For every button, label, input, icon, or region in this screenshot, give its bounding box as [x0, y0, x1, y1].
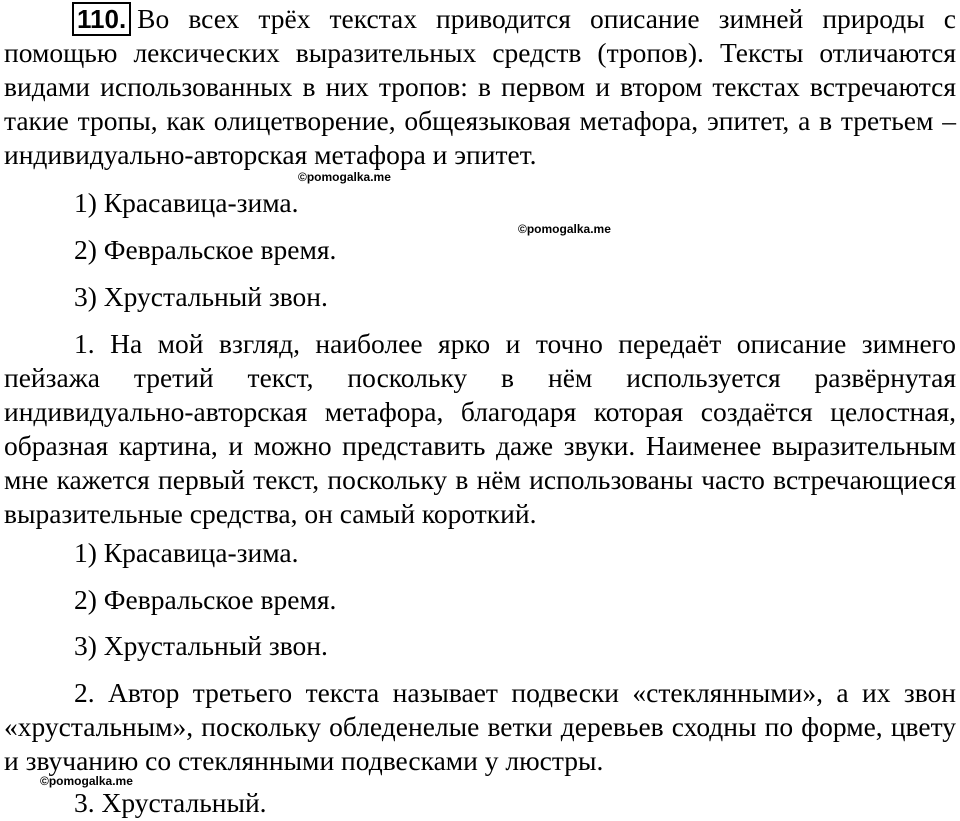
title-list-item: 1) Красавица-зима.: [74, 187, 299, 218]
title-list-item: 2) Февральское время.: [74, 584, 337, 615]
watermark: ©pomogalka.me: [518, 222, 611, 236]
task-number-box: 110.: [72, 2, 131, 36]
answer-1-text: 1. На мой взгляд, наиболее ярко и точно передаёт описание зимнего пейзажа третий текст, поскольку в нём используется развёрнутая индивидуально-авторская метафора, благодаря которая создаётся целостная, образная картина, и можно представить даже звуки. Наименее выразительным мне кажется первый текст, поскольку в нём использованы часто встречающиеся выразительные средства, он самый короткий.: [4, 328, 956, 529]
answer-2-paragraph: [4, 676, 956, 778]
task-intro-paragraph: [4, 2, 956, 172]
title-list-item: 3) Хрустальный звон.: [74, 281, 328, 312]
answer-1-paragraph: [4, 327, 956, 531]
title-list-item: 3) Хрустальный звон.: [74, 630, 328, 661]
title-list-item: 2) Февральское время.: [74, 234, 337, 265]
title-list-item: 1) Красавица-зима.: [74, 537, 299, 568]
watermark: ©pomogalka.me: [298, 170, 391, 184]
answer-3-text: 3. Хрустальный.: [74, 787, 267, 818]
watermark: ©pomogalka.me: [40, 774, 133, 788]
task-intro-text: Во всех трёх текстах приводится описание зимней природы с помощью лексических выразительных средств (тропов). Тексты отличаются видами использованных в них тропов: в первом и втором текстах встречаются такие тропы, как олицетворение, общеязыковая метафора, эпитет, а в третьем – индивидуально-авторская метафора и эпитет.: [4, 3, 956, 170]
answer-2-text: 2. Автор третьего текста называет подвески «стеклянными», а их звон «хрустальным», поскольку обледенелые ветки деревьев сходны по форме, цвету и звучанию со стеклянными подвесками у люстры.: [4, 677, 956, 776]
